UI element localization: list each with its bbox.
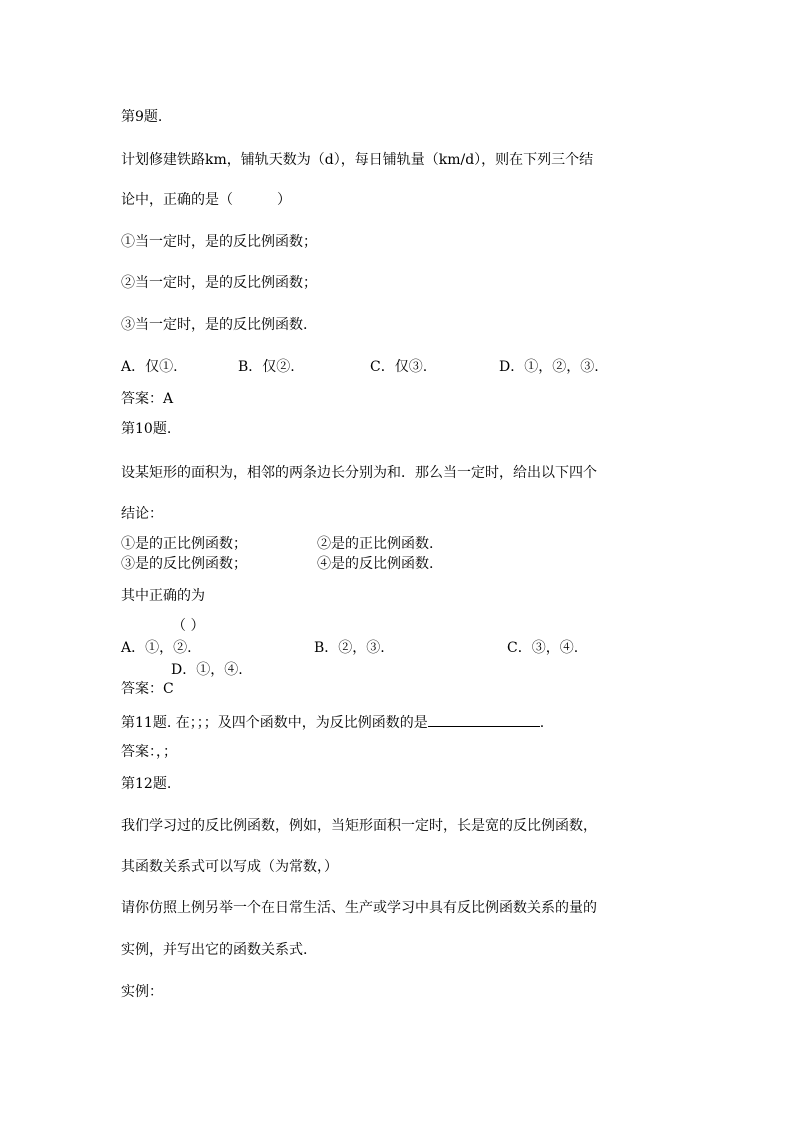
q9-statement-1: ①当一定时，是的反比例函数；: [121, 234, 317, 250]
q10-prompt: 其中正确的为: [121, 588, 205, 604]
q9-statement-2: ②当一定时，是的反比例函数；: [121, 275, 317, 291]
q11-stem: [121, 712, 544, 732]
q9-option-a: A．仅①.: [121, 359, 178, 375]
q10-statement-3: ③是的反比例函数；: [121, 556, 247, 572]
q10-statement-4: ④是的反比例函数.: [317, 556, 434, 572]
q12-line2: 其函数关系式可以写成（为常数，）: [121, 859, 338, 875]
q10-answer: 答案：C: [121, 681, 174, 697]
q10-paren: （ ）: [172, 618, 205, 634]
q12-line3: 请你仿照上例另举一个在日常生活、生产或学习中具有反比例函数关系的量的: [121, 900, 597, 916]
q10-title: 第10题.: [121, 421, 172, 437]
q9-option-b: B．仅②.: [238, 359, 295, 375]
q9-stem-line2-suffix: ）: [277, 192, 291, 208]
q10-stem-line1: 设某矩形的面积为，相邻的两条边长分别为和．那么当一定时，给出以下四个: [121, 465, 597, 481]
q9-statement-3: ③当一定时，是的反比例函数.: [121, 317, 308, 333]
q12-title: 第12题.: [121, 776, 172, 792]
q11-stem-suffix: .: [539, 715, 545, 731]
q9-stem-line1: 计划修建铁路km，铺轨天数为（d），每日铺轨量（km/d），则在下列三个结: [121, 152, 594, 168]
q12-line4: 实例，并写出它的函数关系式.: [121, 942, 308, 958]
q11-answer: 答案：，；: [121, 744, 177, 760]
q10-option-d: D．①，④.: [171, 662, 243, 678]
q11-stem-prefix: 第11题. 在；；；及四个函数中，为反比例函数的是: [121, 715, 428, 731]
q9-stem-line2-prefix: 论中，正确的是（: [121, 192, 233, 208]
q10-option-b: B．②，③.: [314, 640, 385, 656]
q9-stem-line2: [121, 191, 291, 209]
q9-answer: 答案：A: [121, 391, 174, 407]
q10-statement-2: ②是的正比例函数.: [317, 536, 434, 552]
q10-option-a: A．①，②.: [121, 640, 192, 656]
q9-option-d: D．①，②，③.: [499, 359, 599, 375]
q12-line1: 我们学习过的反比例函数，例如，当矩形面积一定时，长是宽的反比例函数，: [121, 818, 597, 834]
q10-stem-line2: 结论：: [121, 506, 163, 522]
q9-option-c: C．仅③.: [370, 359, 428, 375]
q12-line5: 实例：: [121, 984, 163, 1000]
q9-title: 第9题.: [121, 109, 163, 125]
q10-statement-1: ①是的正比例函数；: [121, 536, 247, 552]
q10-option-c: C．③，④.: [507, 640, 579, 656]
q11-answer-blank: [428, 712, 540, 727]
